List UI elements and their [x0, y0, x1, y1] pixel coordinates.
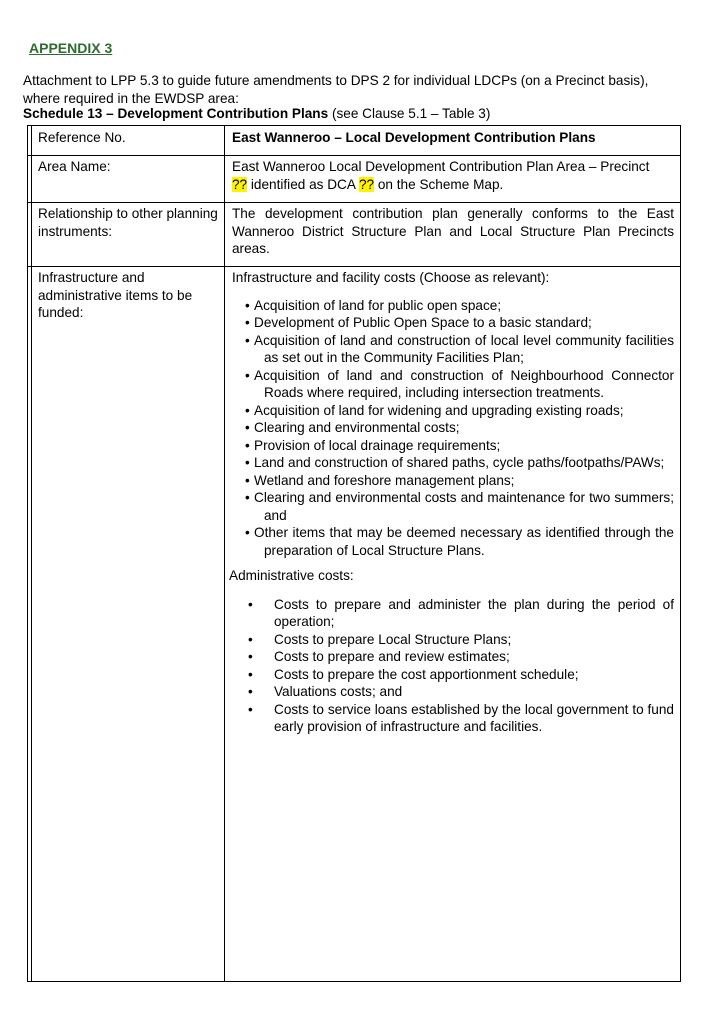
bullet-icon: • — [248, 684, 253, 699]
appendix-title: APPENDIX 3 — [29, 40, 113, 56]
list-item — [232, 631, 674, 649]
list-item-text: Costs to prepare and administer the plan during the period of operation; — [274, 596, 674, 629]
bullet-icon: • — [245, 490, 250, 505]
bullet-icon: • — [245, 367, 250, 383]
list-item — [232, 596, 674, 631]
schedule-title — [23, 105, 490, 123]
bullet-icon: • — [248, 701, 253, 717]
admin-heading: Administrative costs: — [229, 568, 354, 583]
table-row-area-name — [28, 155, 680, 203]
list-item — [232, 332, 674, 367]
list-item-text: Valuations costs; and — [274, 684, 403, 699]
bullet-icon: • — [245, 420, 250, 435]
intro-line-1: Attachment to LPP 5.3 to guide future amendments to DPS 2 for individual LDCPs (on a Precinct basis), — [23, 73, 649, 88]
bullet-icon: • — [245, 525, 250, 540]
list-item-text: Acquisition of land for public open space; — [254, 297, 502, 313]
list-item-text: Costs to prepare Local Structure Plans; — [274, 631, 512, 647]
list-item-text: Acquisition of land and construction of local level community facilities as set out in the Community Facilities Plan; — [254, 332, 674, 365]
list-item — [232, 648, 674, 666]
list-item-text: Clearing and environmental costs; — [254, 420, 460, 435]
list-item-text: Land and construction of shared paths, cycle paths/footpaths/PAWs; — [254, 455, 665, 470]
row-value: East Wanneroo – Local Development Contribution Plans — [232, 130, 596, 145]
list-item-text: Clearing and environmental costs and maintenance for two summers; and — [254, 490, 674, 523]
list-item — [232, 314, 674, 332]
list-item — [232, 297, 674, 315]
list-item — [232, 419, 674, 437]
bullet-icon: • — [248, 596, 253, 612]
bullet-icon: • — [248, 649, 253, 664]
bullet-icon: • — [248, 631, 253, 647]
row-value — [225, 155, 680, 202]
schedule-title-rest: (see Clause 5.1 – Table 3) — [328, 106, 491, 121]
infra-heading: Infrastructure and facility costs (Choose as relevant): — [232, 270, 550, 285]
list-item — [232, 454, 674, 472]
list-item-text: Acquisition of land for widening and upgrading existing roads; — [254, 402, 624, 418]
area-name-text-end: on the Scheme Map. — [374, 176, 504, 192]
list-item-text: Acquisition of land and construction of Neighbourhood Connector Roads where required, including intersection treatments. — [254, 367, 674, 400]
row-value — [225, 266, 680, 981]
bullet-icon: • — [245, 402, 250, 418]
admin-list — [232, 596, 674, 736]
list-item-text: Provision of local drainage requirements; — [254, 437, 501, 453]
area-name-text: East Wanneroo Local Development Contribution Plan Area – Precinct — [232, 159, 650, 174]
bullet-icon: • — [245, 315, 250, 330]
row-label: Area Name: — [28, 155, 225, 202]
list-item-text: Wetland and foreshore management plans; — [254, 472, 515, 488]
row-value: The development contribution plan generally conforms to the East Wanneroo District Structure Plan and Local Structure Plan Precincts areas. — [232, 206, 674, 256]
infra-list — [232, 297, 674, 560]
list-item-text: Development of Public Open Space to a basic standard; — [254, 315, 592, 330]
bullet-icon: • — [245, 297, 250, 313]
list-item-text: Costs to service loans established by the local government to fund early provision of infrastructure and facilities. — [274, 701, 674, 734]
intro-text — [23, 72, 693, 107]
list-item — [232, 701, 674, 736]
schedule-title-bold: Schedule 13 – Development Contribution Plans — [23, 106, 329, 121]
intro-line-2: where required in the EWDSP area: — [23, 90, 239, 106]
bullet-icon: • — [245, 437, 250, 453]
list-item — [232, 437, 674, 455]
list-item — [232, 489, 674, 524]
contribution-plan-table — [27, 125, 681, 982]
bullet-icon: • — [248, 666, 253, 682]
table-row-reference — [28, 126, 680, 156]
list-item — [232, 683, 674, 701]
table-row-funded-items — [28, 266, 680, 981]
row-label: Reference No. — [28, 126, 225, 155]
dca-placeholder: ?? — [358, 176, 375, 192]
area-name-text-mid: identified as DCA — [247, 176, 359, 192]
bullet-icon: • — [245, 472, 250, 488]
list-item-text: Costs to prepare the cost apportionment schedule; — [274, 666, 579, 682]
list-item — [232, 472, 674, 490]
list-item — [232, 367, 674, 402]
list-item-text: Other items that may be deemed necessary as identified through the preparation of Local Structure Plans. — [254, 525, 674, 558]
precinct-placeholder: ?? — [232, 176, 248, 192]
list-item-text: Costs to prepare and review estimates; — [274, 649, 510, 664]
row-label: Relationship to other planning instruments: — [28, 202, 225, 266]
bullet-icon: • — [245, 332, 250, 348]
table-row-relationship — [28, 202, 680, 267]
bullet-icon: • — [245, 455, 250, 470]
list-item — [232, 402, 674, 420]
row-label: Infrastructure and administrative items to be funded: — [28, 266, 225, 981]
list-item — [232, 666, 674, 684]
list-item — [232, 524, 674, 559]
